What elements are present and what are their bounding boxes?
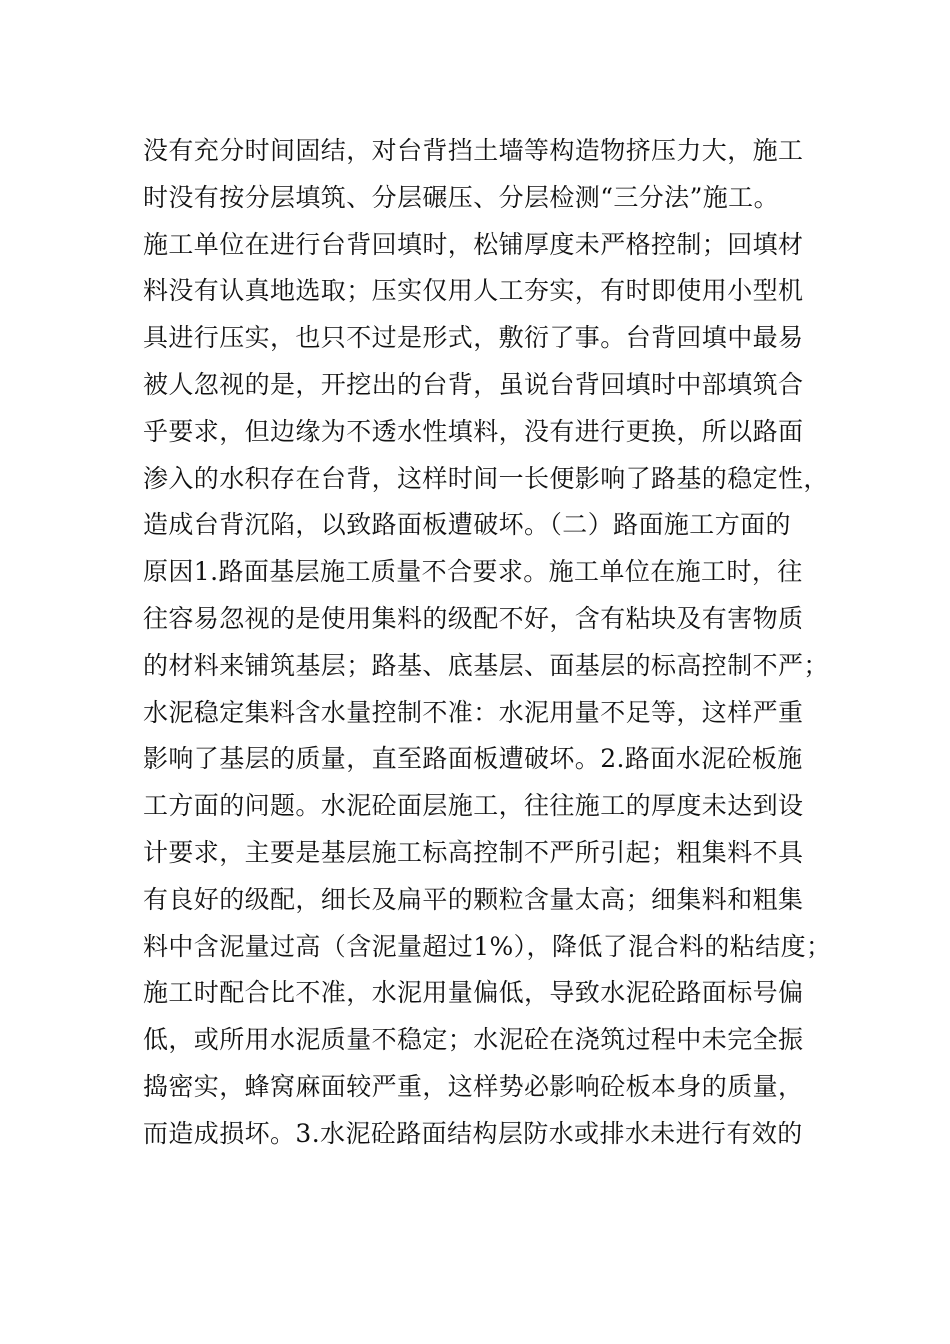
text-line: 施工时配合比不准，水泥用量偏低，导致水泥砼路面标号偏 (143, 978, 804, 1008)
text-line: 影响了基层的质量，直至路面板遭破坏。2.路面水泥砼板施 (143, 744, 803, 774)
text-line: 而造成损坏。3.水泥砼路面结构层防水或排水未进行有效的 (143, 1118, 803, 1148)
text-line: 具进行压实，也只不过是形式，敷衍了事。台背回填中最易 (143, 323, 804, 353)
text-line: 料中含泥量过高（含泥量超过1%），降低了混合料的粘结度； (143, 931, 832, 961)
text-line: 工方面的问题。水泥砼面层施工，往往施工的厚度未达到设 (143, 791, 804, 821)
text-line: 水泥稳定集料含水量控制不准：水泥用量不足等，这样严重 (143, 697, 804, 727)
text-line: 时没有按分层填筑、分层碾压、分层检测“三分法”施工。 (143, 182, 779, 212)
text-line: 捣密实，蜂窝麻面较严重，这样势必影响砼板本身的质量， (143, 1071, 804, 1101)
text-line: 往容易忽视的是使用集料的级配不好，含有粘块及有害物质 (143, 603, 804, 633)
text-line: 被人忽视的是，开挖出的台背，虽说台背回填时中部填筑合 (143, 369, 804, 399)
text-line: 原因1.路面基层施工质量不合要求。施工单位在施工时，往 (143, 557, 803, 587)
text-line: 没有充分时间固结，对台背挡土墙等构造物挤压力大，施工 (143, 136, 804, 165)
body-text (143, 128, 832, 1158)
text-line: 造成台背沉陷，以致路面板遭破坏。（二）路面施工方面的 (143, 510, 791, 540)
text-line: 施工单位在进行台背回填时，松铺厚度未严格控制；回填材 (143, 229, 804, 259)
text-line: 乎要求，但边缘为不透水性填料，没有进行更换，所以路面 (143, 416, 804, 446)
text-line: 的材料来铺筑基层；路基、底基层、面基层的标高控制不严； (143, 650, 829, 680)
text-line: 渗入的水积存在台背，这样时间一长便影响了路基的稳定性， (143, 463, 829, 493)
text-line: 计要求，主要是基层施工标高控制不严所引起；粗集料不具 (143, 837, 804, 867)
text-line: 料没有认真地选取；压实仅用人工夯实，有时即使用小型机 (143, 276, 804, 306)
text-line: 低，或所用水泥质量不稳定；水泥砼在浇筑过程中未完全振 (143, 1025, 804, 1055)
text-line: 有良好的级配，细长及扁平的颗粒含量太高；细集料和粗集 (143, 884, 804, 914)
